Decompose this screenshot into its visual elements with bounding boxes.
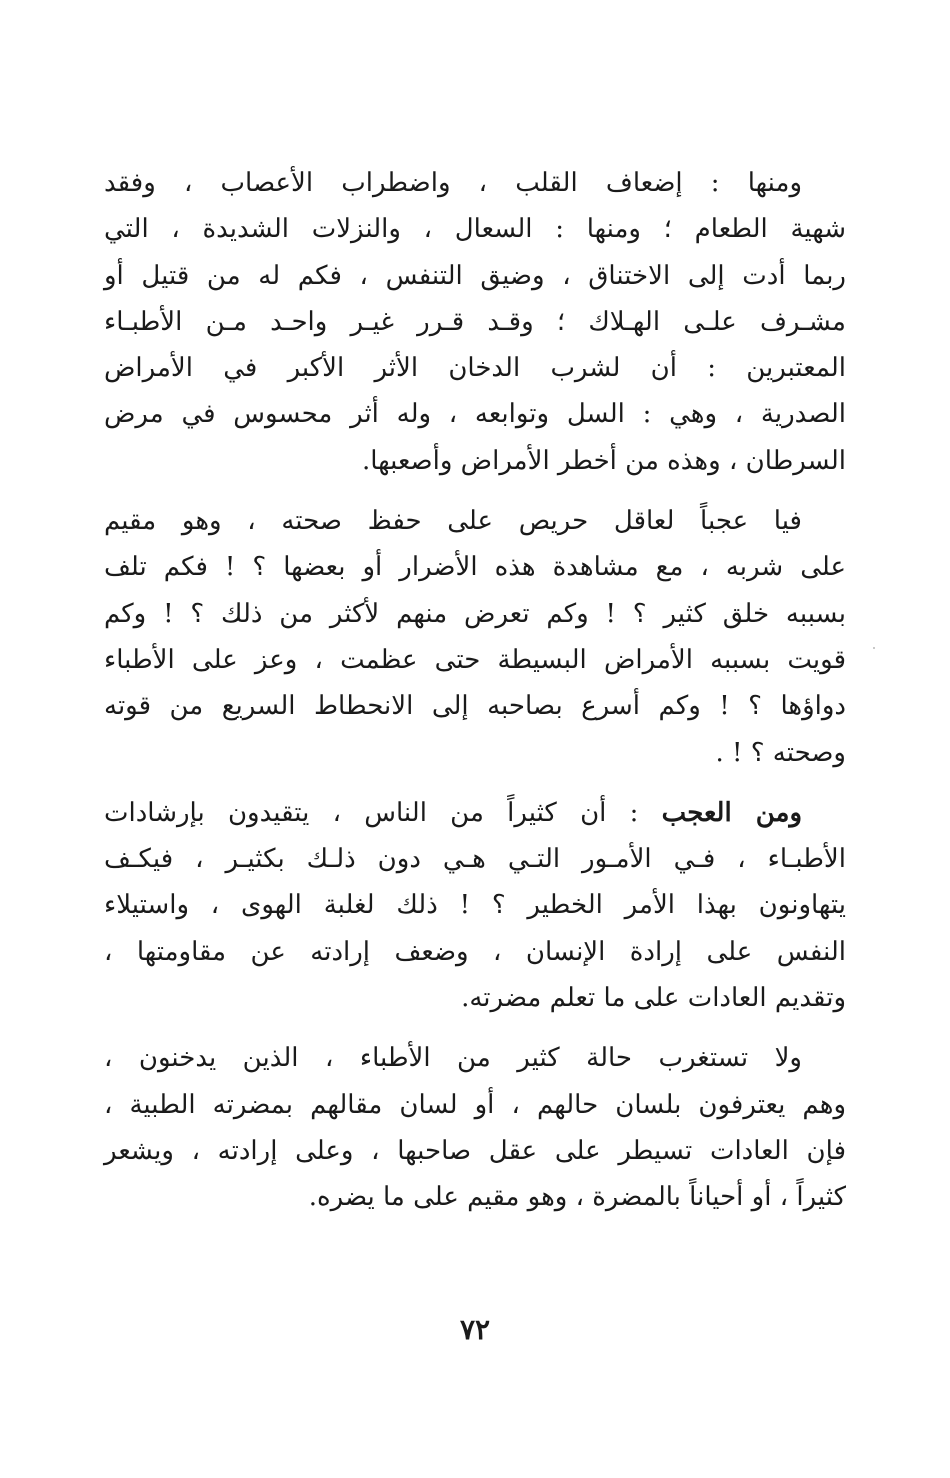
text-line: ومنها : إضعاف القلب ، واضطراب الأعصاب ، وفقد — [104, 168, 802, 198]
scan-speck — [873, 647, 875, 649]
paragraph-4 — [104, 1035, 846, 1220]
text-line-rest: : أن كثيراً من الناس ، يتقيدون بإرشادات — [104, 797, 662, 828]
text-line: قويت بسببه الأمراض البسيطة حتى عظمت ، وعز على الأطباء — [104, 644, 846, 675]
text-line: على شربه ، مع مشاهدة هذه الأضرار أو بعضها ؟ ! فكم تلف — [104, 552, 846, 583]
bold-lead-phrase: ومن العجب — [661, 797, 802, 828]
text-line: مشـرف علـى الهـلاك ؛ وقـد قـرر غيـر واحـد مـن الأطبـاء — [104, 306, 846, 337]
text-line: وصحته ؟ ! . — [715, 737, 846, 768]
text-line: شهية الطعام ؛ ومنها : السعال ، والنزلات الشديدة ، التي — [104, 214, 846, 245]
paragraph-2 — [104, 498, 846, 776]
text-line: وتقديم العادات على ما تعلم مضرته. — [461, 983, 846, 1014]
text-line: الصدرية ، وهي : السل وتوابعه ، وله أثر محسوس في مرض — [104, 399, 846, 430]
paragraph-1 — [104, 160, 846, 484]
text-line: ولا تستغرب حالة كثير من الأطباء ، الذين يدخنون ، — [104, 1043, 802, 1074]
page-number: ٧٢ — [459, 1313, 491, 1346]
text-line: النفس على إرادة الإنسان ، وضعف إرادته عن مقاومتها ، — [104, 936, 846, 967]
text-line-with-lead — [104, 790, 846, 836]
text-line: دواؤها ؟ ! وكم أسرع بصاحبه إلى الانحطاط السريع من قوته — [104, 691, 846, 722]
text-line: السرطان ، وهذه من أخطر الأمراض وأصعبها. — [362, 445, 846, 476]
text-line: بسببه خلق كثير ؟ ! وكم تعرض منهم لأكثر من ذلك ؟ ! وكم — [104, 598, 846, 629]
text-line: فإن العادات تسيطر على عقل صاحبها ، وعلى إرادته ، ويشعر — [104, 1135, 846, 1166]
text-line: يتهاونون بهذا الأمر الخطير ؟ ! ذلك لغلبة الهوى ، واستيلاء — [104, 890, 846, 921]
text-line: ربما أدت إلى الاختناق ، وضيق التنفس ، فكم له من قتيل أو — [104, 260, 846, 291]
text-line: المعتبرين : أن لشرب الدخان الأثر الأكبر في الأمراض — [104, 353, 846, 384]
text-line: وهم يعترفون بلسان حالهم ، أو لسان مقالهم بمضرته الطبية ، — [104, 1089, 846, 1120]
page-body — [104, 160, 846, 1235]
text-line: كثيراً ، أو أحياناً بالمضرة ، وهو مقيم على ما يضره. — [308, 1182, 846, 1213]
text-line: الأطبـاء ، فـي الأمـور التـي هـي دون ذلـك بكثيـر ، فيكـف — [104, 844, 846, 875]
paragraph-3 — [104, 790, 846, 1021]
text-line: فيا عجباً لعاقل حريص على حفظ صحته ، وهو مقيم — [104, 506, 802, 537]
